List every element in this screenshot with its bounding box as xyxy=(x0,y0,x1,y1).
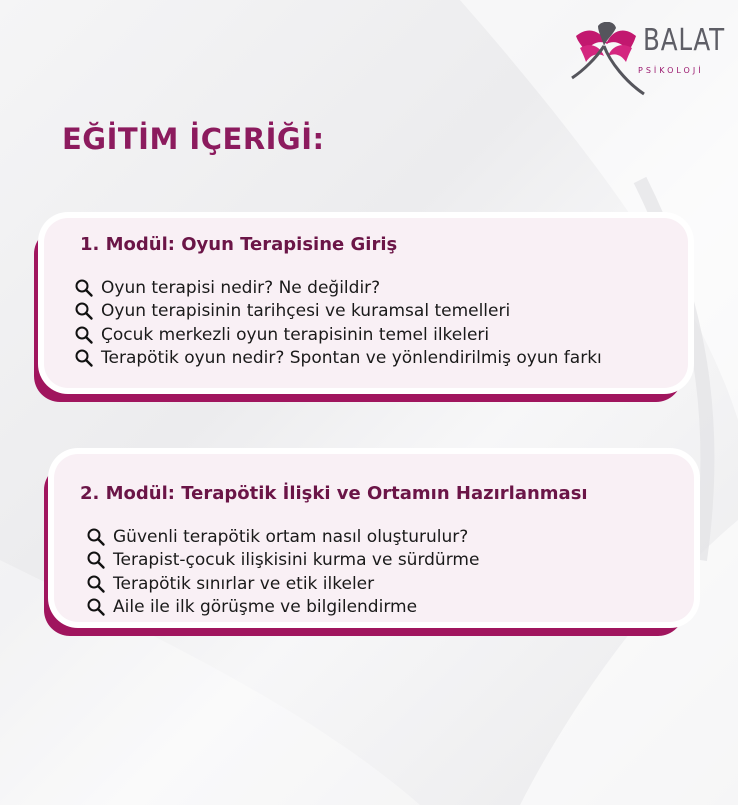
list-item-text: Aile ile ilk görüşme ve bilgilendirme xyxy=(113,597,418,618)
module-1-items xyxy=(74,276,602,370)
search-icon xyxy=(86,573,108,595)
list-item xyxy=(74,323,602,347)
brand-logo-subtitle: PSİKOLOJİ xyxy=(638,66,704,75)
module-2-items xyxy=(86,525,479,619)
search-icon xyxy=(74,347,96,369)
list-item xyxy=(86,549,479,573)
module-1-heading: 1. Modül: Oyun Terapisine Giriş xyxy=(80,234,398,255)
module-2-heading: 2. Modül: Terapötik İlişki ve Ortamın Hazırlanması xyxy=(80,483,588,504)
list-item-text: Çocuk merkezli oyun terapisinin temel ilkeleri xyxy=(101,324,490,345)
list-item xyxy=(74,276,602,300)
search-icon xyxy=(74,324,96,346)
list-item-text: Oyun terapisi nedir? Ne değildir? xyxy=(101,277,381,298)
list-item-text: Terapötik oyun nedir? Spontan ve yönlendirilmiş oyun farkı xyxy=(101,348,602,369)
list-item-text: Oyun terapisinin tarihçesi ve kuramsal temelleri xyxy=(101,301,511,322)
search-icon xyxy=(86,549,108,571)
list-item xyxy=(86,572,479,596)
search-icon xyxy=(74,300,96,322)
list-item xyxy=(74,300,602,324)
page-title: EĞİTİM İÇERİĞİ: xyxy=(62,122,325,156)
list-item xyxy=(74,347,602,371)
brand-logo-text: BALAT xyxy=(643,23,726,58)
search-icon xyxy=(86,526,108,548)
search-icon xyxy=(74,277,96,299)
search-icon xyxy=(86,596,108,618)
list-item-text: Terapist-çocuk ilişkisini kurma ve sürdürme xyxy=(113,550,480,571)
list-item-text: Terapötik sınırlar ve etik ilkeler xyxy=(113,573,375,594)
list-item-text: Güvenli terapötik ortam nasıl oluşturulur? xyxy=(113,526,469,547)
list-item xyxy=(86,525,479,549)
list-item xyxy=(86,596,479,620)
